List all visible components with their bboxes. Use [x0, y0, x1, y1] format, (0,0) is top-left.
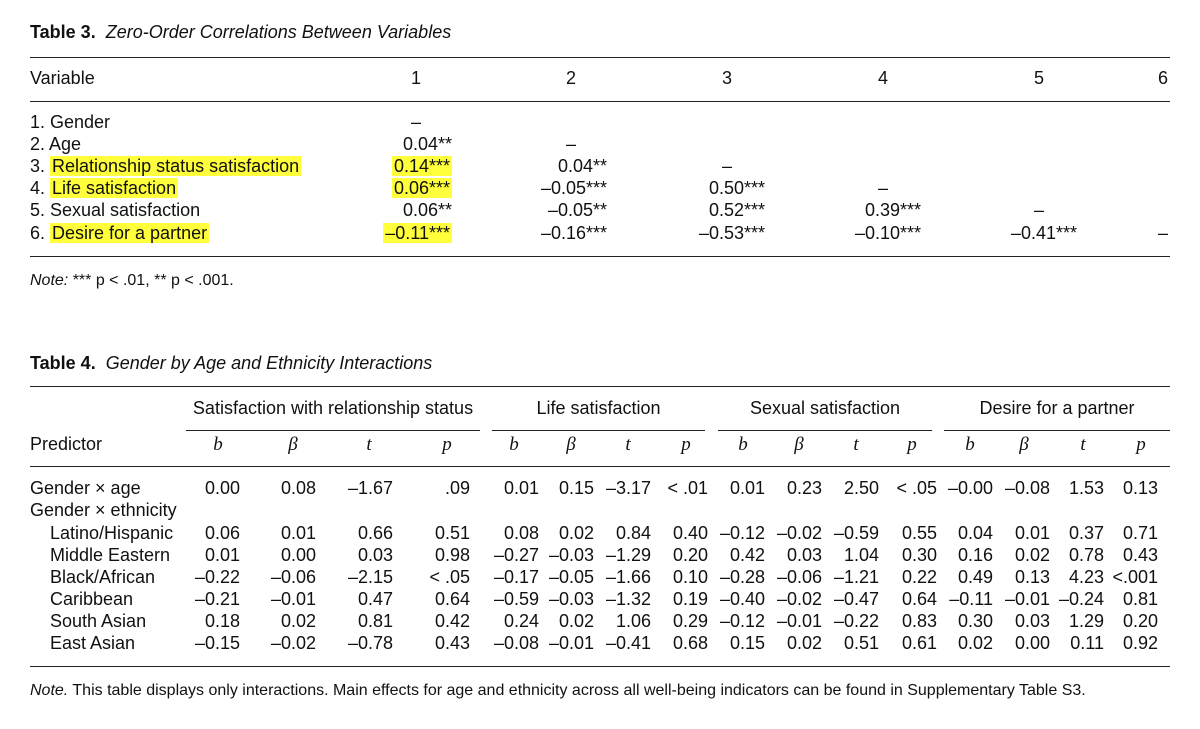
table4-cell: 0.03 [786, 545, 822, 565]
table4-cell: 0.37 [1068, 523, 1104, 543]
table3-row-label [30, 223, 209, 244]
table4-cell: 0.15 [729, 633, 765, 653]
table4-stat-header: p [1136, 434, 1146, 455]
table4-cell: 0.18 [204, 611, 240, 631]
table4-cell: –0.01 [548, 633, 594, 653]
table4-cell: –1.21 [833, 567, 879, 587]
table4-cell: –0.12 [719, 523, 765, 543]
table3-row-label: 2. Age [30, 134, 82, 154]
table4-stat-header: t [366, 434, 372, 455]
table4-stat-header: β [794, 434, 804, 455]
table4-cell: 0.51 [434, 523, 470, 543]
table4-row-label: Gender × age [30, 478, 141, 498]
table3-cell-highlight: 0.06*** [393, 178, 450, 198]
table4-cell: –1.32 [605, 589, 651, 609]
table4-label: Table 4. [30, 353, 96, 373]
table4-cell: 4.23 [1068, 567, 1104, 587]
table3-note-label: Note: [30, 272, 69, 289]
table3-col-header-2: 2 [565, 68, 576, 88]
table3-cell: –0.41*** [1010, 223, 1077, 243]
table4-group-underline-1 [186, 430, 480, 431]
table4-cell: –0.47 [833, 589, 879, 609]
table4-stat-header: b [738, 434, 748, 455]
table4-cell: 0.43 [434, 633, 470, 653]
table4-row-label: Caribbean [50, 589, 134, 609]
table4-cell: 0.04 [957, 523, 993, 543]
table4-cell: –2.15 [347, 567, 393, 587]
table3-row-label-highlight: Relationship status satisfaction [52, 156, 300, 176]
table3-note [30, 272, 234, 290]
table3-cell: – [877, 178, 888, 198]
table3-label: Table 3. [30, 22, 96, 42]
table4-cell: 0.02 [786, 633, 822, 653]
table4-cell: <.001 [1112, 567, 1158, 587]
table4-stat-header: β [1019, 434, 1029, 455]
table3-col-header-3: 3 [721, 68, 732, 88]
table4-cell: 0.11 [1070, 633, 1104, 653]
table4-predictor-header: Predictor [30, 434, 103, 454]
table3-cell: – [410, 112, 421, 132]
table4-note-text: This table displays only interactions. Main effects for age and ethnicity across all well-being indicators can be found in Supplementary Table S3. [72, 682, 1086, 699]
table4-cell: –0.05 [548, 567, 594, 587]
table4-row-label: Latino/Hispanic [50, 523, 174, 543]
table4-cell: 2.50 [843, 478, 879, 498]
table4-stat-header: β [288, 434, 298, 455]
table4-cell: 0.13 [1014, 567, 1050, 587]
table4-cell: –0.40 [719, 589, 765, 609]
table4-cell: 1.06 [615, 611, 651, 631]
table4-cell: –0.28 [719, 567, 765, 587]
table4-cell: –0.02 [270, 633, 316, 653]
table4-cell: 0.64 [901, 589, 937, 609]
table3-row-label-highlight: Life satisfaction [52, 178, 177, 198]
table3-cell: 0.50*** [708, 178, 765, 198]
table4-cell: –0.21 [194, 589, 240, 609]
table4-cell: –0.02 [776, 523, 822, 543]
table4-stat-header: b [509, 434, 519, 455]
table3-col-header-4: 4 [877, 68, 888, 88]
table4-cell: 0.78 [1068, 545, 1104, 565]
table4-cell: 0.68 [672, 633, 708, 653]
table4-cell: 0.40 [672, 523, 708, 543]
table4-cell: –0.78 [347, 633, 393, 653]
table3-cell: – [565, 134, 576, 154]
table4-cell: 0.02 [280, 611, 316, 631]
table4-group-header-1: Satisfaction with relationship status [192, 398, 474, 418]
table4-group-header-3: Sexual satisfaction [749, 398, 901, 418]
table3-row-label [30, 156, 301, 177]
table4-stat-header: p [681, 434, 691, 455]
table3-title: Zero-Order Correlations Between Variables [105, 22, 452, 42]
table4-cell: 0.98 [434, 545, 470, 565]
table4-cell: –0.15 [194, 633, 240, 653]
table4-group-underline-4 [944, 430, 1170, 431]
table3-header-rule [30, 101, 1170, 102]
table3-col-header-5: 5 [1033, 68, 1044, 88]
table4-cell: 0.47 [357, 589, 393, 609]
table3-cell: –0.16*** [540, 223, 607, 243]
table4-cell: 0.02 [1014, 545, 1050, 565]
table4-cell: 0.81 [1122, 589, 1158, 609]
table4-cell: –3.17 [605, 478, 651, 498]
table4-note-label: Note. [30, 682, 69, 699]
table4-cell: 0.23 [786, 478, 822, 498]
table3-row-label [30, 178, 178, 199]
table3-cell: –0.53*** [698, 223, 765, 243]
table3-cell: –0.05*** [540, 178, 607, 198]
table4-cell: –1.29 [605, 545, 651, 565]
table4-cell: 0.08 [503, 523, 539, 543]
table4-cell: 0.02 [957, 633, 993, 653]
table3-cell: 0.04** [402, 134, 452, 154]
table4-cell: < .05 [896, 478, 937, 498]
table4-cell: 0.10 [672, 567, 708, 587]
table4-cell: –0.01 [1004, 589, 1050, 609]
table4-cell: –0.02 [776, 589, 822, 609]
table4-cell: 1.53 [1068, 478, 1104, 498]
table4-cell: –0.01 [776, 611, 822, 631]
table4-cell: 0.24 [503, 611, 539, 631]
table4-cell: –0.11 [949, 589, 993, 609]
table4-stat-header: b [965, 434, 975, 455]
table3-cell: 0.39*** [864, 200, 921, 220]
table4-cell: 0.01 [280, 523, 316, 543]
table4-note [30, 682, 1086, 700]
table4-cell: –1.66 [605, 567, 651, 587]
table3-cell: – [1157, 223, 1168, 243]
table4-cell: 0.30 [901, 545, 937, 565]
table3-cell-highlight: 0.14*** [393, 156, 450, 176]
table4-cell: 0.13 [1122, 478, 1158, 498]
table3-cell-highlight: –0.11*** [385, 223, 450, 243]
table4-stat-header: p [907, 434, 917, 455]
table3-col-header-1: 1 [410, 68, 421, 88]
table4-caption [30, 353, 432, 374]
table4-cell: 0.71 [1122, 523, 1158, 543]
table4-cell: 0.00 [1014, 633, 1050, 653]
table4-stat-header: p [442, 434, 452, 455]
table4-cell: 0.84 [615, 523, 651, 543]
table3-note-text: *** p < .01, ** p < .001. [72, 272, 234, 289]
table3-cell [392, 156, 452, 177]
table3-cell [392, 178, 452, 199]
table4-stat-header: b [213, 434, 223, 455]
table4-cell: 0.20 [672, 545, 708, 565]
table4-cell: –0.59 [493, 589, 539, 609]
table3-row-label: 5. Sexual satisfaction [30, 200, 201, 220]
table4-cell: 0.03 [357, 545, 393, 565]
table4-cell: 0.06 [204, 523, 240, 543]
table4-row-label: Middle Eastern [50, 545, 171, 565]
table3-cell: – [721, 156, 732, 176]
table4-cell: 0.61 [901, 633, 937, 653]
table4-cell: 0.42 [434, 611, 470, 631]
table4-cell: 0.92 [1122, 633, 1158, 653]
table4-cell: .09 [444, 478, 470, 498]
table4-cell: –0.01 [270, 589, 316, 609]
table4-stat-header: t [853, 434, 859, 455]
table4-group-underline-2 [492, 430, 705, 431]
table3-header-variable: Variable [30, 68, 95, 88]
table4-cell: 0.29 [672, 611, 708, 631]
table3-row-number: 6. [30, 223, 51, 243]
table4-cell: 0.00 [280, 545, 316, 565]
table4-cell: 0.02 [558, 523, 594, 543]
table4-cell: 0.03 [1014, 611, 1050, 631]
table4-cell: 0.83 [901, 611, 937, 631]
table3-cell: 0.52*** [708, 200, 765, 220]
table3-bottom-rule [30, 256, 1170, 257]
table4-cell: 0.15 [558, 478, 594, 498]
table3-top-rule [30, 57, 1170, 58]
table4-bottom-rule [30, 666, 1170, 667]
table4-cell: 1.29 [1068, 611, 1104, 631]
table3-row-label: 1. Gender [30, 112, 111, 132]
table4-cell: 0.02 [558, 611, 594, 631]
table4-cell: 0.16 [957, 545, 993, 565]
table4-cell: –0.22 [194, 567, 240, 587]
table4-cell: 0.20 [1122, 611, 1158, 631]
table4-cell: 0.81 [357, 611, 393, 631]
table3-row-number: 3. [30, 156, 51, 176]
table4-cell: –0.06 [270, 567, 316, 587]
table4-cell: –0.24 [1058, 589, 1104, 609]
table4-cell: –0.03 [548, 589, 594, 609]
table4-cell: –0.00 [947, 478, 993, 498]
table4-group-header-2: Life satisfaction [536, 398, 661, 418]
table3-caption [30, 22, 451, 43]
table3-cell: –0.05** [547, 200, 607, 220]
table4-cell: –1.67 [347, 478, 393, 498]
table4-cell: –0.08 [1004, 478, 1050, 498]
table4-cell: 0.42 [729, 545, 765, 565]
table4-cell: 0.49 [957, 567, 993, 587]
table4-cell: –0.06 [776, 567, 822, 587]
table4-cell: 0.30 [957, 611, 993, 631]
table4-cell: –0.12 [719, 611, 765, 631]
table4-cell: –0.08 [493, 633, 539, 653]
table4-group-header-4: Desire for a partner [979, 398, 1135, 418]
table4-top-rule [30, 386, 1170, 387]
table4-cell: –0.27 [493, 545, 539, 565]
table3-cell: – [1033, 200, 1044, 220]
table4-cell: 0.55 [901, 523, 937, 543]
table4-row-label: Gender × ethnicity [30, 500, 177, 520]
table3-cell: 0.06** [402, 200, 452, 220]
table4-stat-header: β [566, 434, 576, 455]
table3-row-number: 4. [30, 178, 51, 198]
table4-cell: < .01 [667, 478, 708, 498]
table4-cell: 0.01 [729, 478, 765, 498]
table4-cell: –0.22 [833, 611, 879, 631]
table4-cell: 0.43 [1122, 545, 1158, 565]
table4-cell: –0.59 [833, 523, 879, 543]
table4-cell: 0.00 [204, 478, 240, 498]
table4-header-rule [30, 466, 1170, 467]
table3-cell: 0.04** [557, 156, 607, 176]
table4-cell: 0.22 [901, 567, 937, 587]
table4-group-underline-3 [718, 430, 932, 431]
table4-cell: 0.01 [503, 478, 539, 498]
table4-cell: < .05 [429, 567, 470, 587]
table3-cell: –0.10*** [854, 223, 921, 243]
table4-row-label: East Asian [50, 633, 136, 653]
table4-cell: 0.51 [843, 633, 879, 653]
table4-stat-header: t [625, 434, 631, 455]
table4-cell: 0.01 [204, 545, 240, 565]
table4-cell: 1.04 [843, 545, 879, 565]
table4-cell: –0.17 [493, 567, 539, 587]
table4-cell: 0.19 [672, 589, 708, 609]
table4-cell: –0.41 [605, 633, 651, 653]
table4-row-label: Black/African [50, 567, 156, 587]
table4-cell: 0.08 [280, 478, 316, 498]
table4-cell: 0.01 [1014, 523, 1050, 543]
table4-title: Gender by Age and Ethnicity Interactions [105, 353, 433, 373]
table4-cell: 0.64 [434, 589, 470, 609]
table3-cell [383, 223, 452, 244]
table3-row-label-highlight: Desire for a partner [52, 223, 208, 243]
table3-col-header-6: 6 [1157, 68, 1168, 88]
table4-cell: 0.66 [357, 523, 393, 543]
table4-row-label: South Asian [50, 611, 147, 631]
table4-cell: –0.03 [548, 545, 594, 565]
table4-stat-header: t [1080, 434, 1086, 455]
